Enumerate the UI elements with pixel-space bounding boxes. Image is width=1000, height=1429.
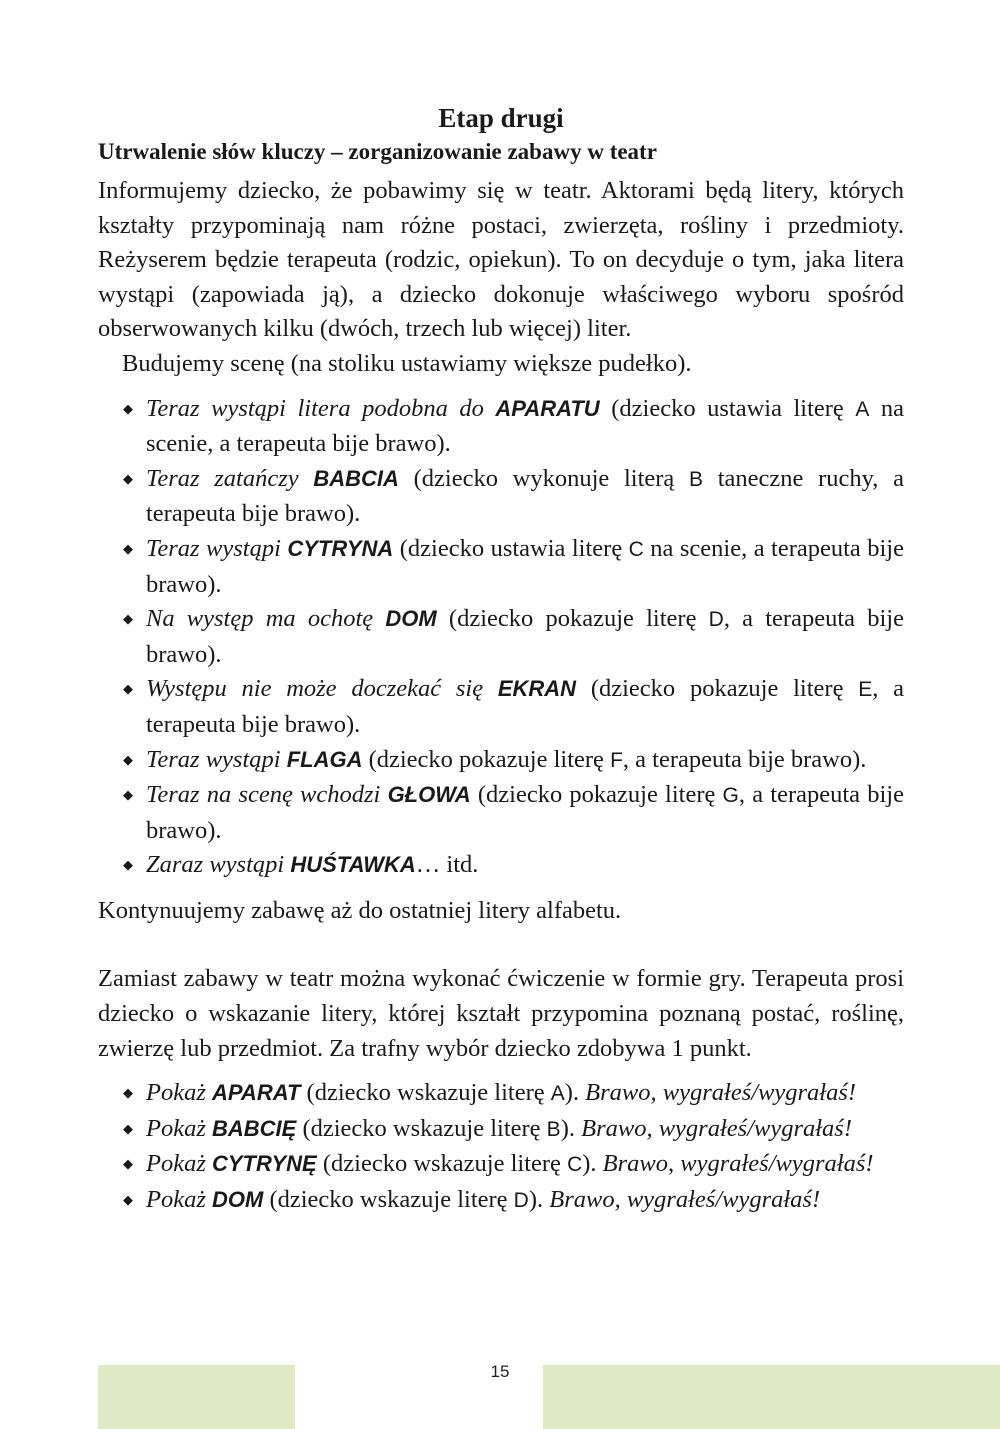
game-paragraph: Zamiast zabawy w teatr można wykonać ćwiczenie w formie gry. Terapeuta prosi dziecko o wskazanie litery, której kształt przypomina poznaną postać, roślinę, zwierzę lub przedmiot. Za trafny wybór dziecko zdobywa 1 punkt.: [98, 965, 904, 1062]
letter: C: [628, 537, 644, 561]
praise: Brawo, wygrałeś/wygrałaś!: [581, 1114, 852, 1142]
diamond-bullet-icon: ◆: [123, 611, 133, 627]
list-item: ◆ Teraz wystąpi litera podobna do APARATU (dziecko ustawia literę A na scenie, a terapeuta bije brawo).: [146, 392, 904, 462]
diamond-bullet-icon: ◆: [123, 787, 133, 803]
praise: Brawo, wygrałeś/wygrałaś!: [549, 1186, 821, 1214]
praise: Brawo, wygrałeś/wygrałaś!: [585, 1079, 857, 1107]
continue-paragraph: Kontynuujemy zabawę aż do ostatniej litery alfabetu.: [98, 896, 622, 924]
footer-band-right: [543, 1365, 1000, 1429]
game-list: [98, 1076, 904, 1218]
diamond-bullet-icon: ◆: [123, 400, 133, 416]
letter: D: [513, 1189, 529, 1213]
list-item: ◆ Pokaż APARAT (dziecko wskazuje literę A). Brawo, wygrałeś/wygrałaś!: [146, 1076, 904, 1112]
diamond-bullet-icon: ◆: [123, 681, 133, 697]
praise: Brawo, wygrałeś/wygrałaś!: [602, 1150, 874, 1178]
diamond-bullet-icon: ◆: [123, 751, 133, 767]
letter: B: [546, 1117, 561, 1141]
diamond-bullet-icon: ◆: [123, 540, 133, 556]
letter: B: [689, 467, 704, 491]
letter: D: [708, 608, 724, 632]
footer-band-left: [98, 1365, 295, 1429]
section-subtitle: Utrwalenie słów kluczy – zorganizowanie zabawy w teatr: [98, 139, 657, 164]
theatre-list: [98, 392, 904, 884]
keyword: DOM: [385, 606, 437, 632]
diamond-bullet-icon: ◆: [123, 857, 133, 873]
keyword: DOM: [212, 1187, 264, 1213]
page-content: [98, 100, 904, 1219]
letter: E: [858, 678, 873, 702]
section-title: Etap drugi: [438, 103, 564, 133]
list-item: ◆ Występu nie może doczekać się EKRAN (dziecko pokazuje literę E, a terapeuta bije brawo).: [146, 672, 904, 742]
diamond-bullet-icon: ◆: [123, 1156, 133, 1172]
keyword: BABCIĘ: [212, 1115, 297, 1141]
spacer: [98, 928, 904, 962]
keyword: FLAGA: [286, 746, 363, 772]
letter: F: [610, 748, 623, 772]
diamond-bullet-icon: ◆: [123, 1085, 133, 1101]
keyword: APARATU: [495, 395, 600, 421]
list-item: ◆ Teraz na scenę wchodzi GŁOWA (dziecko pokazuje literę G, a terapeuta bije brawo).: [146, 778, 904, 848]
page-number: 15: [490, 1362, 510, 1381]
diamond-bullet-icon: ◆: [123, 1120, 133, 1136]
letter: A: [550, 1082, 565, 1106]
diamond-bullet-icon: ◆: [123, 1192, 133, 1208]
scene-paragraph: Budujemy scenę (na stoliku ustawiamy większe pudełko).: [122, 349, 692, 377]
intro-paragraph: Informujemy dziecko, że pobawimy się w teatr. Aktorami będą litery, których kształty przypominają nam różne postaci, zwierzęta, rośliny i przedmioty. Reżyserem będzie terapeuta (rodzic, opiekun). To on decyduje o tym, jaka litera wystąpi (zapowiada ją), a dziecko dokonuje właściwego wyboru spośród obserwowanych kilku (dwóch, trzech lub więcej) liter.: [98, 177, 904, 343]
letter: C: [567, 1153, 583, 1177]
keyword: APARAT: [212, 1080, 301, 1106]
keyword: EKRAN: [497, 676, 577, 702]
letter: A: [855, 397, 870, 421]
list-item: ◆ Teraz zatańczy BABCIA (dziecko wykonuje literą B taneczne ruchy, a terapeuta bije brawo).: [146, 462, 904, 532]
keyword: HUŚTAWKA: [290, 852, 416, 878]
list-item: ◆ Na występ ma ochotę DOM (dziecko pokazuje literę D, a terapeuta bije brawo).: [146, 602, 904, 672]
keyword: CYTRYNA: [287, 535, 394, 561]
list-item: ◆ Zaraz wystąpi HUŚTAWKA… itd.: [146, 848, 904, 884]
diamond-bullet-icon: ◆: [123, 470, 133, 486]
keyword: GŁOWA: [387, 782, 471, 808]
list-item: ◆ Pokaż DOM (dziecko wskazuje literę D). Brawo, wygrałeś/wygrałaś!: [146, 1183, 904, 1219]
list-item: ◆ Teraz wystąpi CYTRYNA (dziecko ustawia literę C na scenie, a terapeuta bije brawo).: [146, 532, 904, 602]
letter: G: [722, 784, 739, 808]
list-item: ◆ Teraz wystąpi FLAGA (dziecko pokazuje literę F, a terapeuta bije brawo).: [146, 743, 904, 779]
keyword: CYTRYNĘ: [212, 1151, 317, 1177]
list-item: ◆ Pokaż BABCIĘ (dziecko wskazuje literę B). Brawo, wygrałeś/wygrałaś!: [146, 1112, 904, 1148]
list-item: ◆ Pokaż CYTRYNĘ (dziecko wskazuje literę C). Brawo, wygrałeś/wygrałaś!: [146, 1147, 904, 1183]
keyword: BABCIA: [313, 465, 399, 491]
